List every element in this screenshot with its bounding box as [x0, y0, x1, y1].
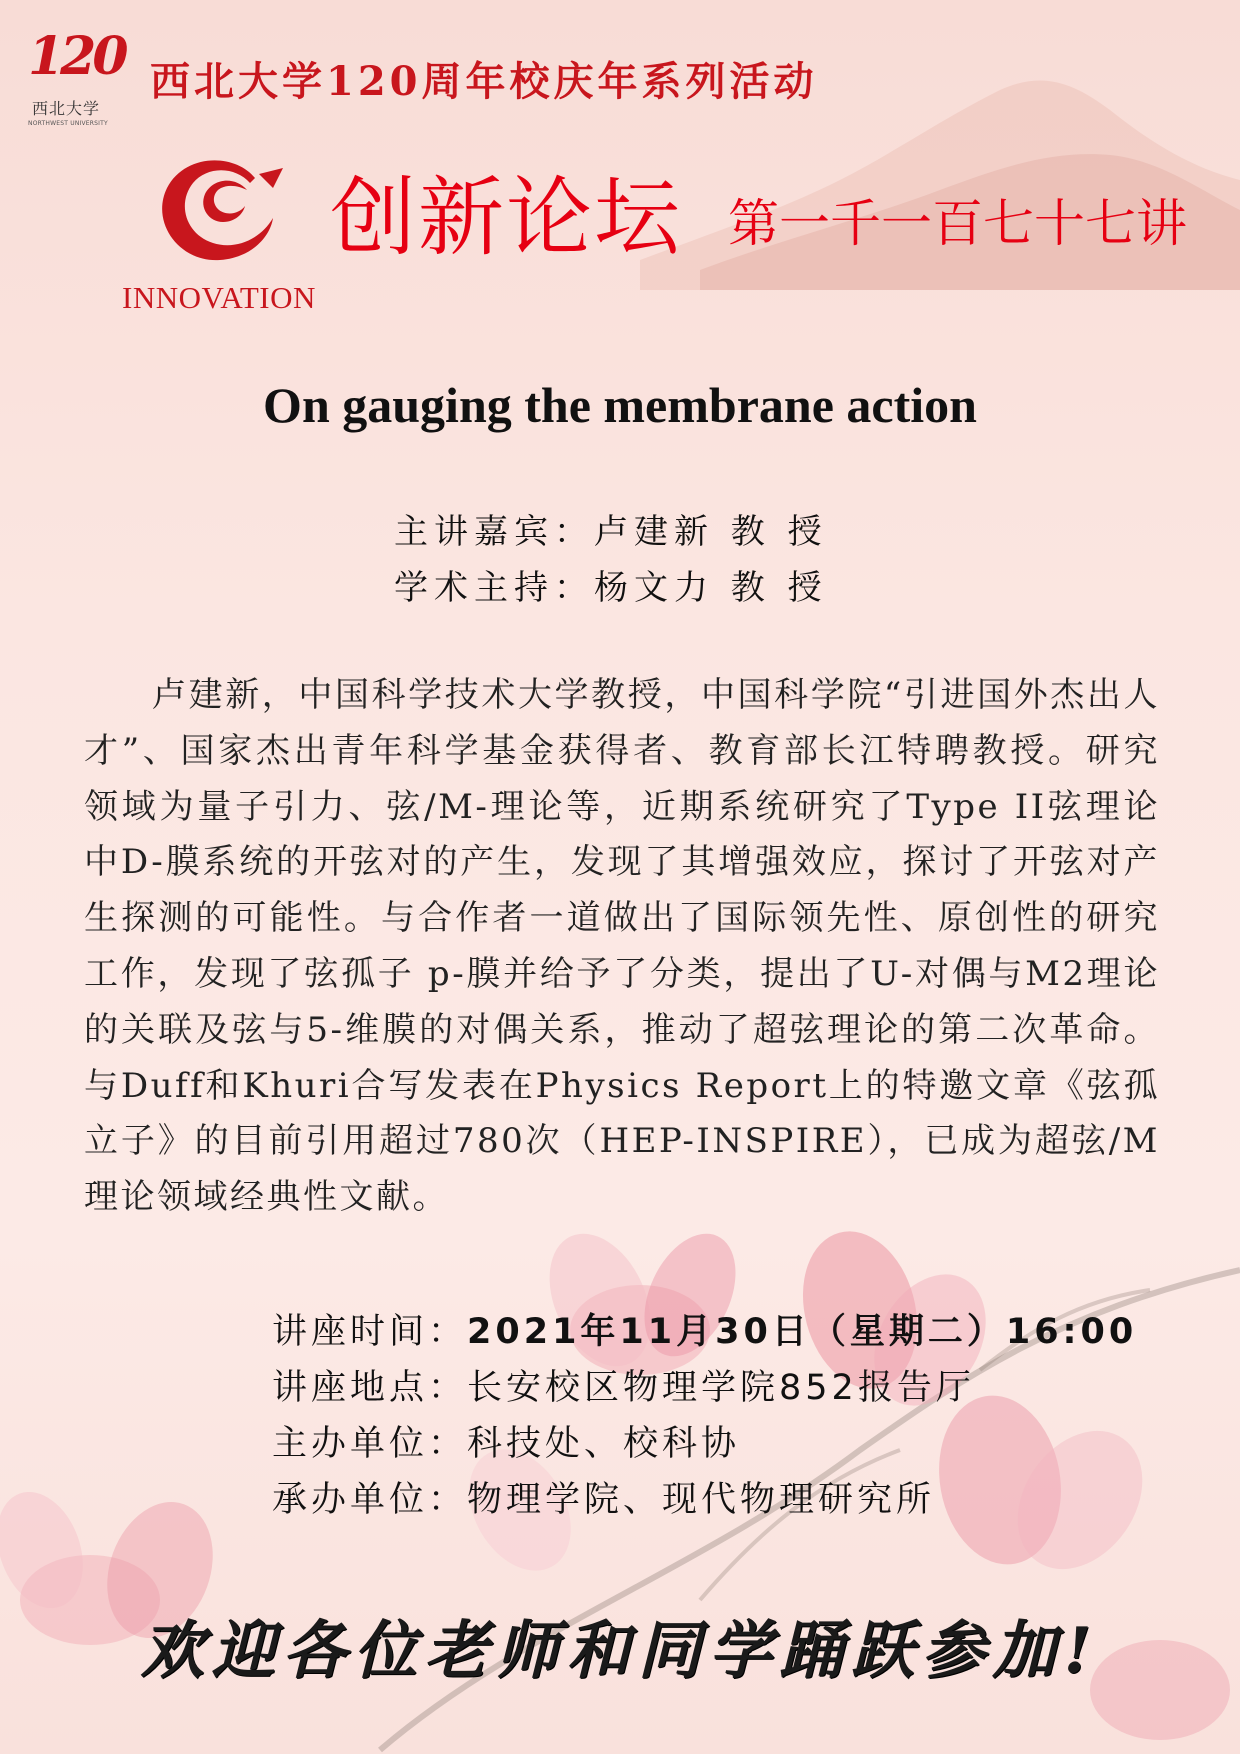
- organizer: [272, 1416, 740, 1466]
- co-organizer: [272, 1472, 935, 1522]
- innovation-swirl-icon: [155, 148, 285, 268]
- lecture-place-value: 长安校区物理学院852报告厅: [467, 1368, 975, 1408]
- lecture-time: [272, 1304, 1137, 1354]
- organizer-value: 科技处、校科协: [467, 1424, 741, 1464]
- anniversary-logo-number: 120: [28, 26, 125, 87]
- speaker-bio: 卢建新，中国科学技术大学教授，中国科学院“引进国外杰出人才”、国家杰出青年科学基金获得者、教育部长江特聘教授。研究领域为量子引力、弦/M-理论等，近期系统研究了Type II弦理论中D-膜系统的开弦对的产生，发现了其增强效应，探讨了开弦对产生探测的可能性。与合作者一道做出了国际领先性、原创性的研究工作，发现了弦孤子 p-膜并给予了分类，提出了U-对偶与M2理论的关联及弦与5-维膜的对偶关系，推动了超弦理论的第二次革命。与Duff和Khuri合写发表在Physics Report上的特邀文章《弦孤立子》的目前引用超过780次（HEP-INSPIRE），已成为超弦/M理论领域经典性文献。: [84, 675, 1160, 1218]
- lecture-time-value: 2021年11月30日（星期二）16:00: [467, 1312, 1138, 1352]
- talk-title: On gauging the membrane action: [263, 377, 977, 433]
- lecture-place-label: 讲座地点：: [272, 1368, 468, 1408]
- forum-title: 创新论坛: [330, 168, 682, 268]
- lecture-number: 第一千一百七十七讲: [728, 195, 1188, 254]
- host-line: 学术主持：杨文力 教 授: [394, 568, 828, 608]
- co-organizer-value: 物理学院、现代物理研究所: [467, 1480, 936, 1520]
- co-organizer-label: 承办单位：: [272, 1480, 468, 1520]
- innovation-logo-text: INNOVATION: [122, 280, 316, 315]
- anniversary-logo: [24, 24, 125, 134]
- welcome-message: 欢迎各位老师和同学踊跃参加!: [140, 1613, 1100, 1687]
- speaker-line: 主讲嘉宾：卢建新 教 授: [394, 512, 828, 552]
- organizer-label: 主办单位：: [272, 1424, 468, 1464]
- lecture-place: [272, 1360, 975, 1410]
- series-title: 西北大学120周年校庆年系列活动: [150, 58, 818, 105]
- lecture-time-label: 讲座时间：: [272, 1312, 468, 1352]
- anniversary-logo-en: NORTHWEST UNIVERSITY: [28, 120, 108, 127]
- anniversary-logo-cn: 西北大学: [32, 99, 101, 118]
